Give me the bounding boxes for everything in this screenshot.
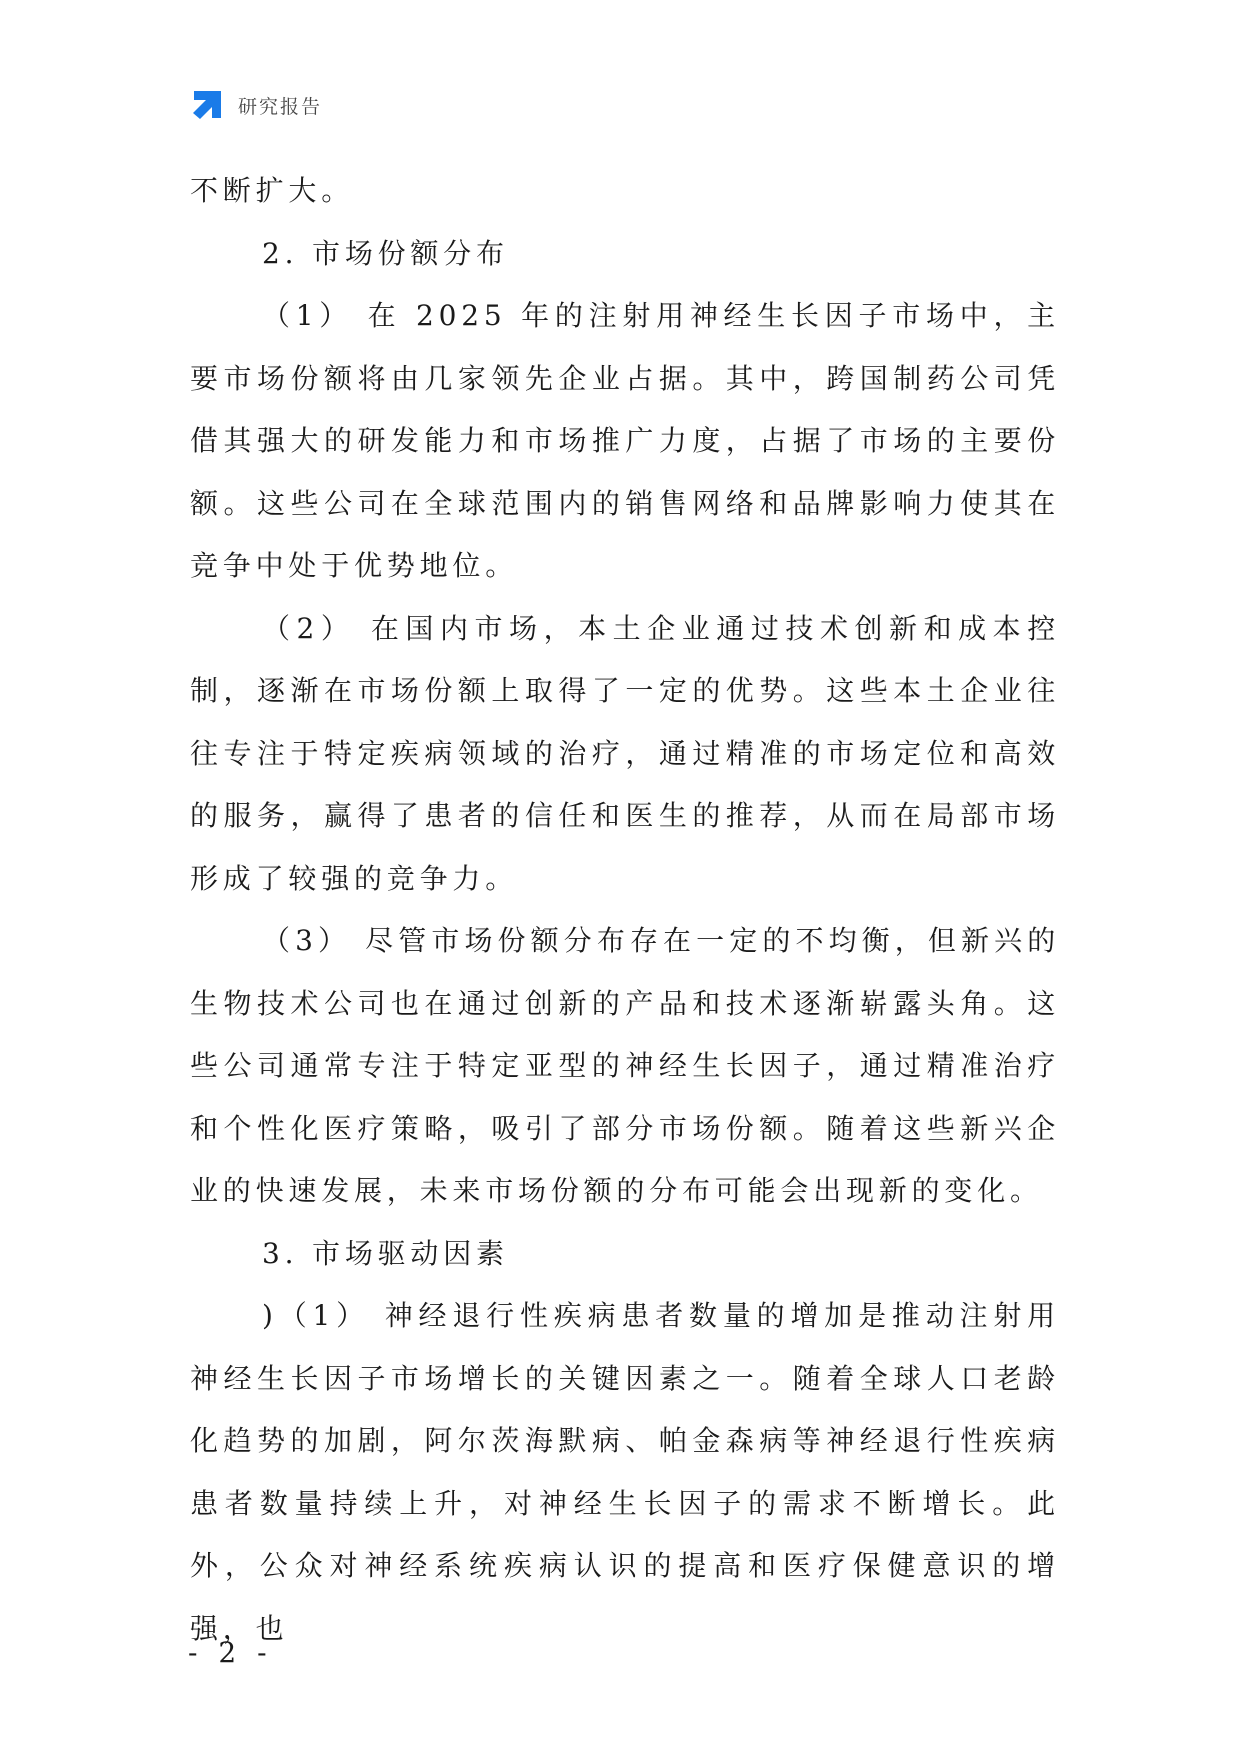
paragraph: （2） 在国内市场，本土企业通过技术创新和成本控制，逐渐在市场份额上取得了一定的优势。这些本土企业往往专注于特定疾病领域的治疗，通过精准的市场定位和高效的服务，赢得了患者的信任和医生的推荐，从而在局部市场形成了较强的竞争力。: [190, 611, 1060, 895]
paragraph: )（1） 神经退行性疾病患者数量的增加是推动注射用神经生长因子市场增长的关键因素之一。随着全球人口老龄化趋势的加剧，阿尔茨海默病、帕金森病等神经退行性疾病患者数量持续上升，对神经生长因子的需求不断增长。此外，公众对神经系统疾病认识的提高和医疗保健意识的增强，也: [190, 1299, 1060, 1645]
document-body: [190, 160, 1060, 1660]
section-heading-market-drivers: 3. 市场驱动因素: [262, 1236, 509, 1270]
arrow-up-right-icon: [190, 88, 224, 122]
header-title: 研究报告: [238, 95, 323, 118]
paragraph: （1） 在 2025 年的注射用神经生长因子市场中，主要市场份额将由几家领先企业占据。其中，跨国制药公司凭借其强大的研发能力和市场推广力度，占据了市场的主要份额。这些公司在全球范围内的销售网络和品牌影响力使其在竞争中处于优势地位。: [190, 299, 1060, 582]
page-number: - 2 -: [188, 1636, 273, 1669]
paragraph: （3） 尽管市场份额分布存在一定的不均衡，但新兴的生物技术公司也在通过创新的产品和技术逐渐崭露头角。这些公司通常专注于特定亚型的神经生长因子，通过精准治疗和个性化医疗策略，吸引了部分市场份额。随着这些新兴企业的快速发展，未来市场份额的分布可能会出现新的变化。: [190, 924, 1060, 1207]
continuation-paragraph: 不断扩大。: [190, 174, 355, 207]
page-header: [190, 88, 322, 122]
section-heading-market-share: 2. 市场份额分布: [262, 236, 509, 270]
